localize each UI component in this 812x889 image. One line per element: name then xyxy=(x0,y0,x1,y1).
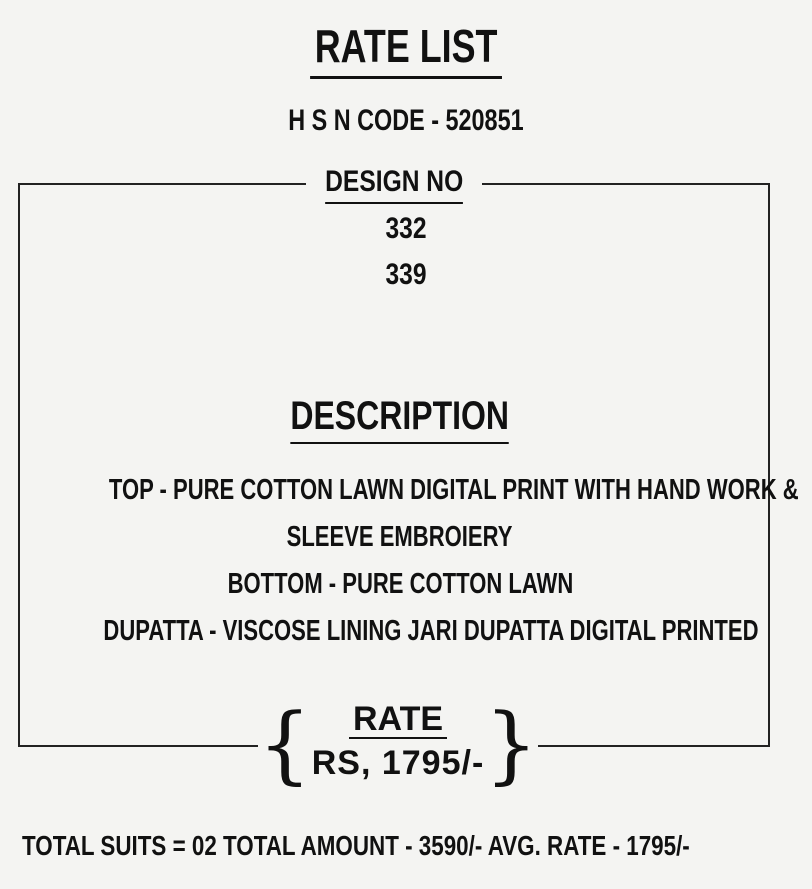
design-no-label: DESIGN NO xyxy=(325,164,463,204)
hsn-code-text: H S N CODE - 520851 xyxy=(288,104,524,137)
description-line-bottom: BOTTOM - PURE COTTON LAWN xyxy=(227,568,573,600)
rate-label: RATE xyxy=(258,700,538,739)
rate-box xyxy=(258,695,538,793)
totals-summary: TOTAL SUITS = 02 TOTAL AMOUNT - 3590/- AVG. RATE - 1795/- xyxy=(22,830,690,861)
rate-value: RS, 1795/- xyxy=(311,744,485,782)
right-brace: } xyxy=(484,695,538,793)
design-number-1: 332 xyxy=(385,212,427,245)
design-number-2: 339 xyxy=(385,258,427,291)
description-label: DESCRIPTION xyxy=(291,394,510,444)
description-heading xyxy=(0,394,800,444)
description-line-top: TOP - PURE COTTON LAWN DIGITAL PRINT WITH HAND WORK & xyxy=(108,474,799,506)
left-brace: { xyxy=(258,695,312,793)
description-line-dupatta: DUPATTA - VISCOSE LINING JARI DUPATTA DIGITAL PRINTED xyxy=(103,615,759,647)
page-title xyxy=(0,20,812,79)
hsn-code xyxy=(0,104,812,138)
page-title-text: RATE LIST xyxy=(310,20,502,79)
description-line-sleeve: SLEEVE EMBROIERY xyxy=(287,521,513,553)
design-no-heading xyxy=(306,164,482,204)
